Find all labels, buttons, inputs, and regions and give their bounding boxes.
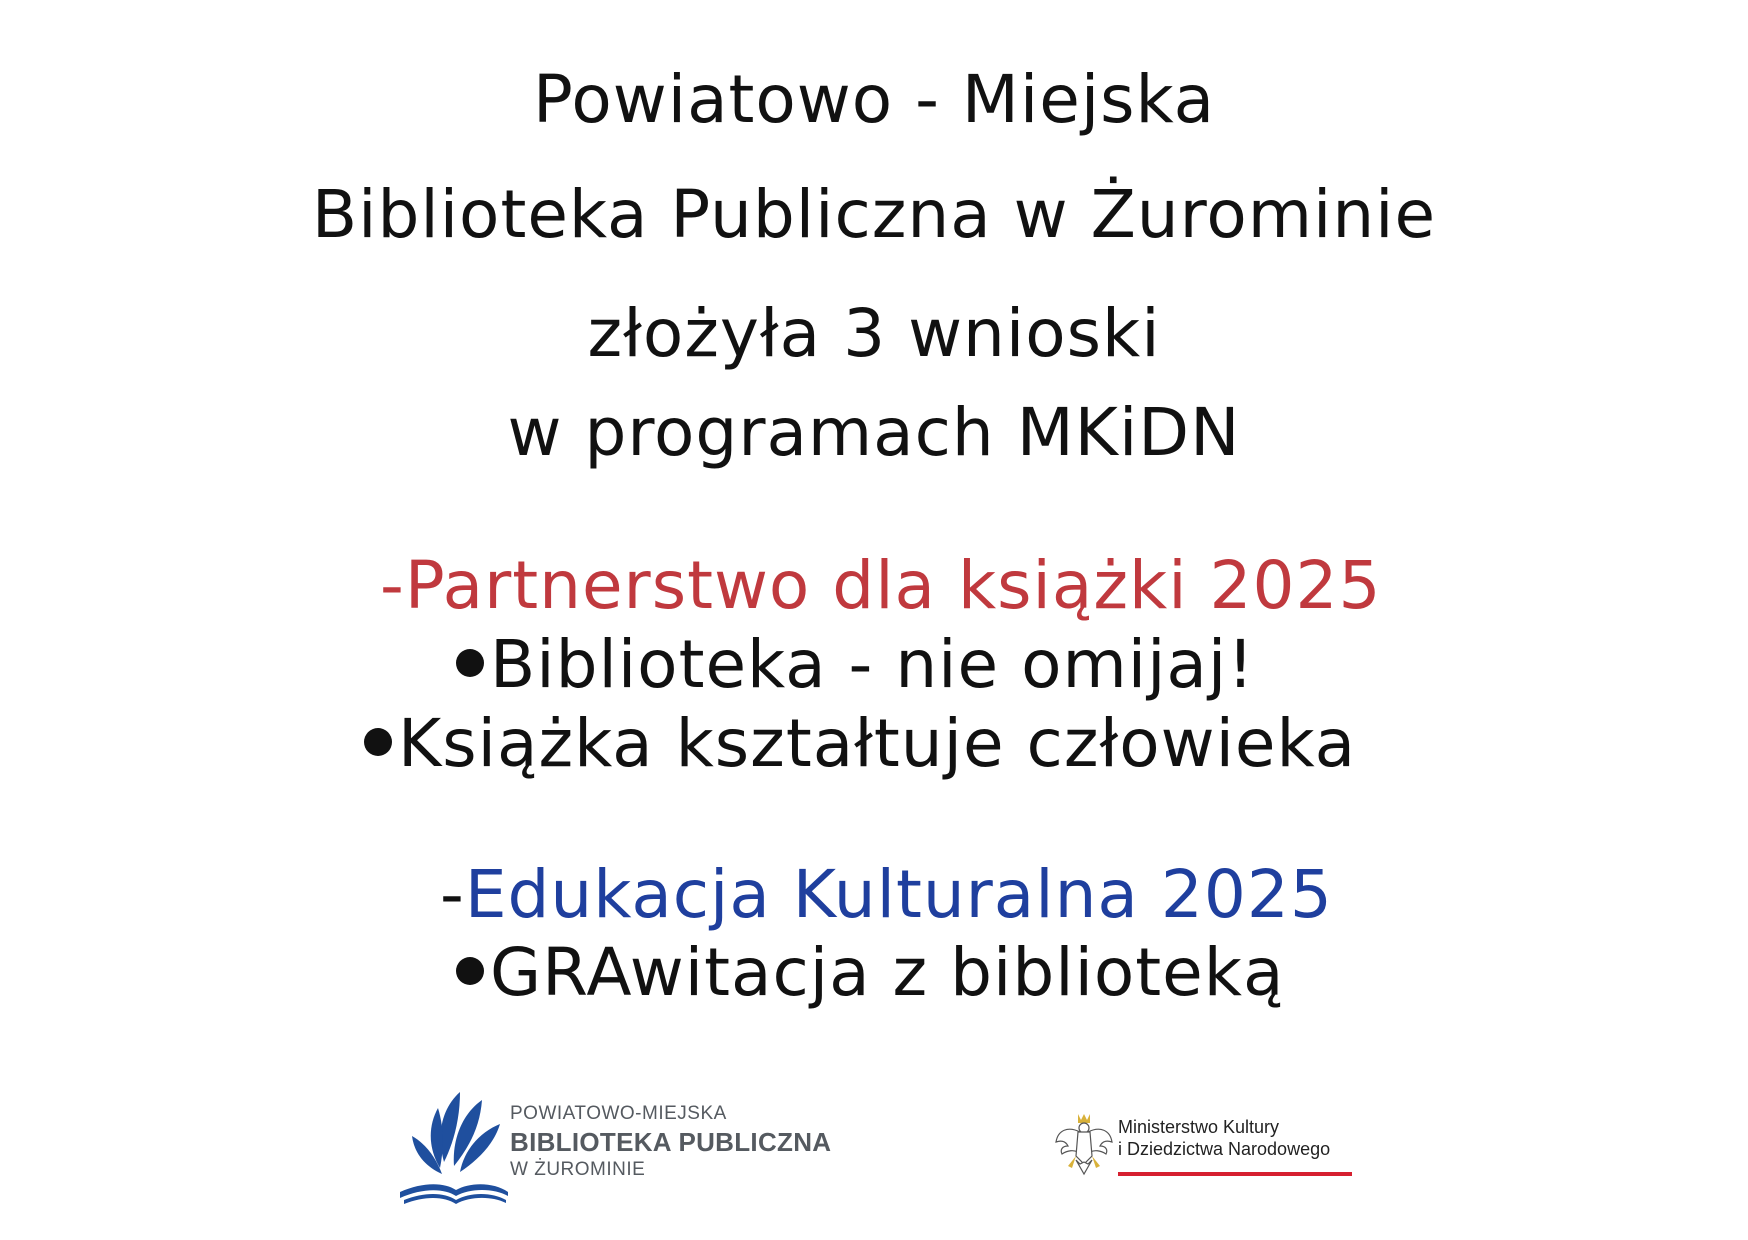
bullet-icon [364, 728, 392, 756]
program-2-title: Edukacja Kulturalna 2025 [464, 856, 1333, 933]
program-1-item-2-text: Książka kształtuje człowieka [398, 705, 1357, 782]
ministry-red-bar [1118, 1172, 1352, 1176]
ministry-logo-text [1118, 1116, 1330, 1160]
program-2-item-1-text: GRAwitacja z biblioteką [490, 934, 1285, 1011]
heading-line-3: złożyła 3 wnioski [587, 295, 1161, 372]
library-logo-line-3: W ŻUROMINIE [510, 1159, 646, 1180]
program-2-title-row [440, 855, 1333, 935]
heading-line-4: w programach MKiDN [507, 394, 1241, 471]
program-1-title-row [380, 546, 1381, 626]
library-logo-text [510, 1102, 831, 1182]
heading-line-1: Powiatowo - Miejska [532, 61, 1216, 138]
bullet-icon [456, 649, 484, 677]
program-1-item-1 [456, 625, 1255, 705]
library-book-icon [398, 1088, 508, 1206]
program-1-title: Partnerstwo dla książki 2025 [404, 547, 1382, 624]
program-2-dash: - [440, 856, 465, 933]
ministry-logo-line-2: i Dziedzictwa Narodowego [1118, 1139, 1331, 1159]
ministry-logo [1054, 1112, 1354, 1186]
eagle-emblem-icon [1054, 1112, 1114, 1178]
ministry-logo-line-1: Ministerstwo Kultury [1118, 1117, 1280, 1137]
library-logo [398, 1088, 858, 1206]
bullet-icon [456, 957, 484, 985]
library-logo-line-2: BIBLIOTEKA PUBLICZNA [510, 1127, 832, 1157]
program-1-dash: - [380, 547, 405, 624]
program-2-item-1 [456, 933, 1284, 1013]
program-1-item-2 [364, 704, 1356, 784]
library-logo-line-1: POWIATOWO-MIEJSKA [510, 1103, 727, 1124]
heading-line-2: Biblioteka Publiczna w Żurominie [311, 176, 1437, 253]
program-1-item-1-text: Biblioteka - nie omijaj! [490, 626, 1255, 703]
